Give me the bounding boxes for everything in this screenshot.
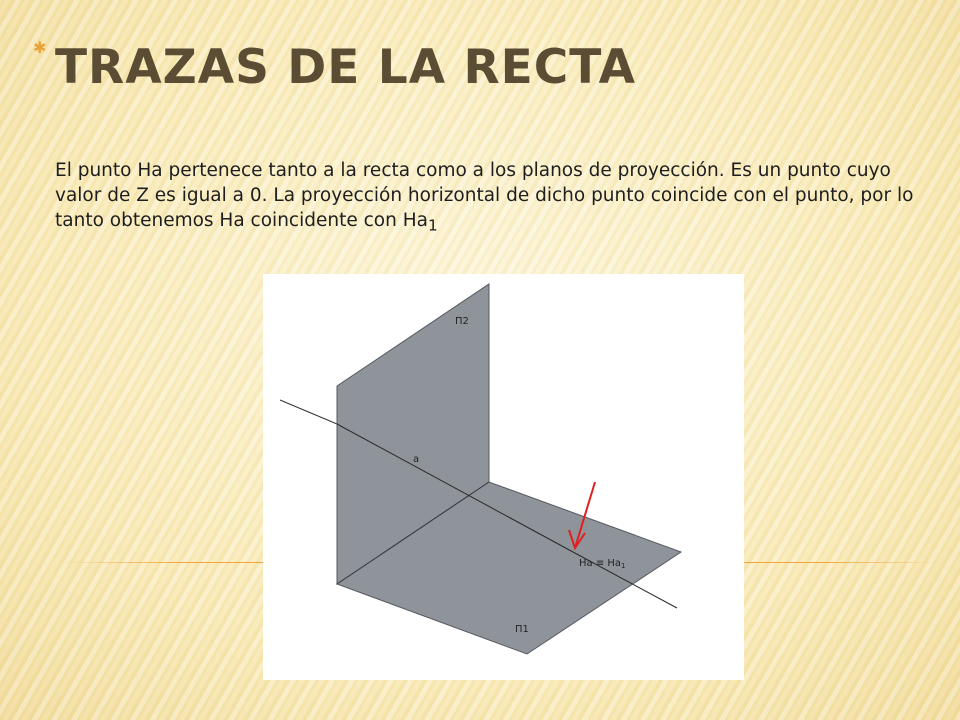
label-line-a: a (413, 454, 420, 465)
decorative-rule-right (744, 562, 940, 563)
slide-body-text (55, 158, 925, 239)
body-text-subscript: 1 (427, 216, 438, 235)
label-pi2: Π2 (455, 316, 469, 327)
projection-planes-figure (263, 274, 744, 680)
sparkle-bullet-icon: ✱ (33, 38, 47, 57)
decorative-rule-left (60, 562, 264, 563)
projection-planes-diagram (263, 274, 744, 680)
label-pi1: Π1 (515, 624, 529, 635)
line-a-back-segment (280, 400, 337, 424)
label-trace-ha: $Ha \equiv Ha_1$ (579, 558, 626, 570)
slide-title: TRAZAS DE LA RECTA (55, 40, 637, 95)
body-text-main: El punto Ha pertenece tanto a la recta como a los planos de proyección. Es un punto cuyo valor de Z es igual a 0. La proyección horizontal de dicho punto coincide con el punto, por lo tanto obtenemos Ha coincidente con Ha (55, 160, 914, 231)
